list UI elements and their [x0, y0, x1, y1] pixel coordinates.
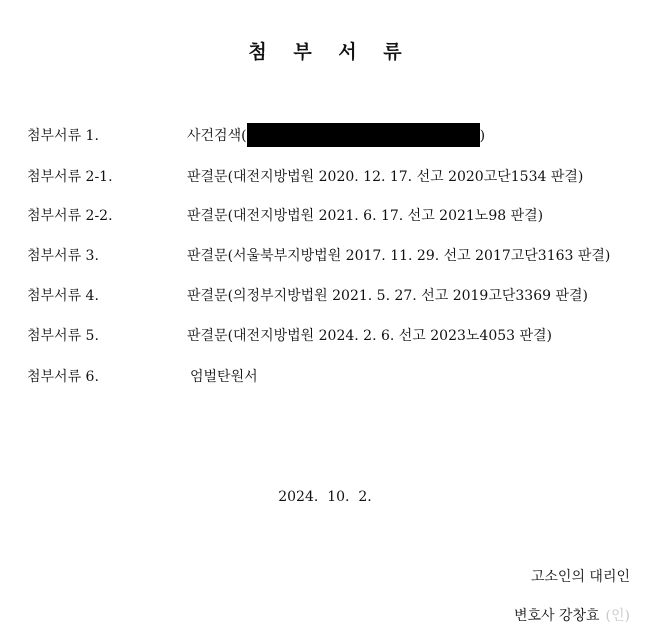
redaction-block: [247, 123, 480, 147]
document-title: 첨 부 서 류: [248, 41, 412, 63]
attachment-item-5: [0, 325, 650, 347]
attachment-label: 첨부서류 5.: [27, 328, 99, 344]
attachment-item-4: [0, 285, 650, 307]
attachment-label: 첨부서류 1.: [27, 128, 99, 144]
signature-line: [514, 605, 630, 627]
attachment-description: 판결문(의정부지방법원 2021. 5. 27. 선고 2019고단3369 판결): [187, 288, 588, 304]
attachment-description: 판결문(대전지방법원 2024. 2. 6. 선고 2023노4053 판결): [187, 328, 553, 344]
attachment-description: 판결문(대전지방법원 2021. 6. 17. 선고 2021노98 판결): [187, 208, 544, 224]
attachment-item-2-1: [0, 166, 650, 188]
attachment-item-1: [0, 125, 650, 147]
attachment-label: 첨부서류 2-1.: [27, 169, 113, 185]
attachment-suffix: ): [479, 128, 486, 144]
attachment-label: 첨부서류 2-2.: [27, 208, 113, 224]
attachment-item-2-2: [0, 205, 650, 227]
attachment-label: 첨부서류 3.: [27, 248, 99, 264]
attachment-description: 판결문(대전지방법원 2020. 12. 17. 선고 2020고단1534 판결): [187, 169, 584, 185]
attachment-item-3: [0, 245, 650, 267]
seal-mark: (인): [605, 608, 630, 624]
attachment-description: 엄벌탄원서: [190, 369, 258, 385]
attachment-prefix: 사건검색(: [187, 128, 247, 144]
lawyer-name: 변호사 강창효: [513, 608, 600, 624]
attachment-description: [187, 125, 485, 147]
attachment-description: 판결문(서울북부지방법원 2017. 11. 29. 선고 2017고단3163 판결): [187, 248, 611, 264]
attachment-item-6: [0, 366, 650, 388]
attachment-label: 첨부서류 4.: [27, 288, 99, 304]
attachment-label: 첨부서류 6.: [27, 369, 99, 385]
document-date: 2024. 10. 2.: [278, 489, 372, 505]
agent-title: 고소인의 대리인: [530, 569, 630, 585]
